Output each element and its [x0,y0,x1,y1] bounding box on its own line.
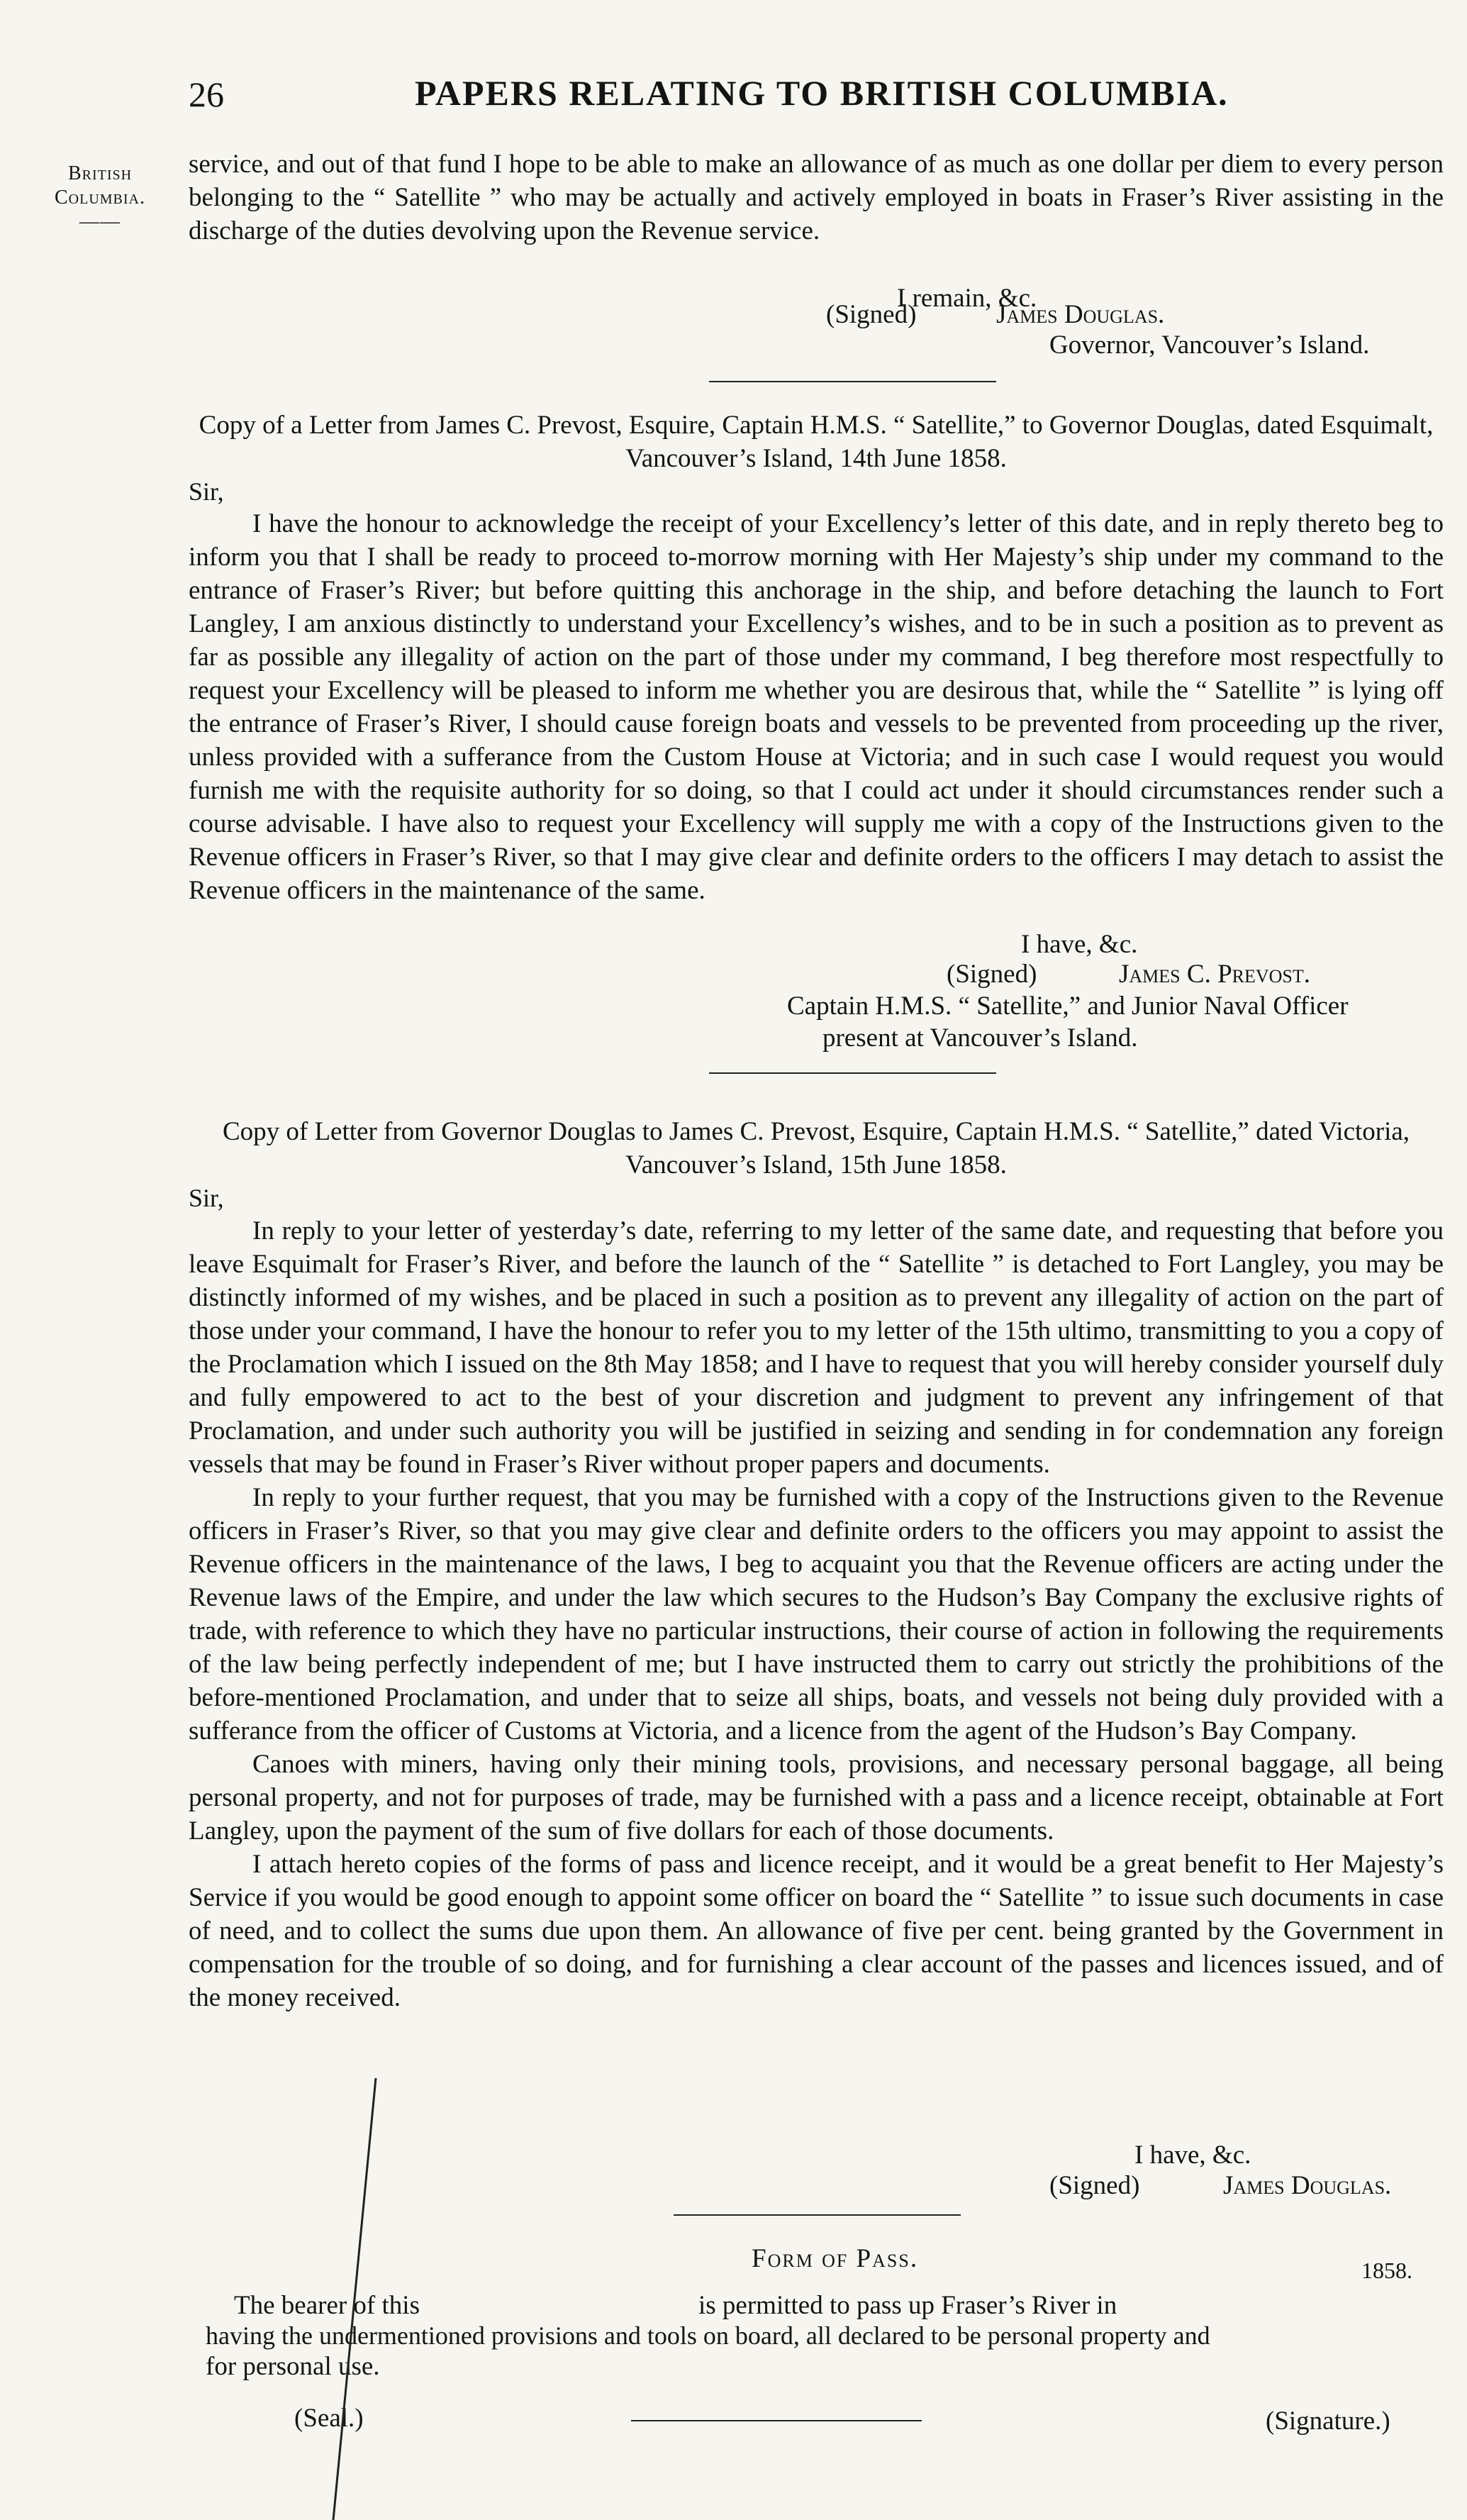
letter1-closing: I remain, &c. [897,284,1037,313]
pen-stroke-mark [326,2078,383,2520]
letter3-signer: James Douglas. [1223,2171,1392,2200]
margin-note [47,162,153,234]
margin-note-line-1: British [67,162,133,184]
letter3-paragraph: In reply to your further request, that you may be furnished with a copy of the Instructions given to the Revenue officers in Fraser’s River, so that you may give clear and definite orders to the officers you may appoint to assist the Revenue officers in the maintenance of the laws, I beg to acquaint you that the Revenue officers are acting under the Revenue laws of the Empire, and under the law which secures to the Hudson’s Bay Company the exclusive rights of trade, with reference to which they have no particular instructions, their course of action in following the requirements of the law being perfectly independent of me; but I have instructed them to carry out strictly the prohibitions of the before-mentioned Proclamation, and under that to seize all ships, boats, and vessels not being duly provided with a sufferance from the officer of Customs at Victoria, and a licence from the agent of the Hudson’s Bay Company. [189,1483,1444,1745]
letter1-signed: (Signed) [826,300,917,329]
page-number: 26 [189,74,224,114]
letter1-paragraph: service, and out of that fund I hope to be able to make an allowance of as much as one dollar per diem to every person belonging to the “ Satellite ” who may be actually and actively employed in boats in Fraser’s River assisting in the discharge of the duties devolving upon the Revenue service. [189,150,1444,245]
letter2-signed: (Signed) [947,960,1037,989]
letter3-closing: I have, &c. [1134,2141,1251,2170]
margin-note-line-2: Columbia. [54,187,145,209]
form-year: 1858. [1361,2258,1412,2283]
form-title: Form of Pass. [752,2244,919,2273]
letter2-salutation: Sir, [189,477,224,506]
seal-label: (Seal.) [294,2404,364,2433]
letter2-heading: Copy of a Letter from James C. Prevost, Esquire, Captain H.M.S. “ Satellite,” to Governor Douglas, dated Esquimalt, Vancouver’s Island, 14th June 1858. [199,411,1434,473]
divider-rule [674,2214,961,2216]
letter2-signer: James C. Prevost. [1119,960,1311,989]
letter3-heading: Copy of Letter from Governor Douglas to James C. Prevost, Esquire, Captain H.M.S. “ Satellite,” dated Victoria, Vancouver’s Island, 15th June 1858. [222,1117,1410,1179]
letter3-paragraph: I attach hereto copies of the forms of pass and licence receipt, and it would be a great benefit to Her Majesty’s Service if you would be good enough to appoint some officer on board the “ Satellite ” to issue such documents in case of need, and to collect the sums due upon them. An allowance of five per cent. being granted by the Government in compensation for the trouble of so doing, and for furnishing a clear account of the passes and licences issued, and of the money received. [189,1850,1444,2012]
divider-rule [709,381,996,382]
letter2-closing: I have, &c. [1021,930,1138,959]
letter3-paragraph: In reply to your letter of yesterday’s date, referring to my letter of the same date, and requesting that before you leave Esquimalt for Fraser’s River, and before the launch of the “ Satellite ” is detached to Fort Langley, you may be distinctly informed of my wishes, and be placed in such a position as to prevent any illegality of action on the part of those under your command, I have the honour to refer you to my letter of the 15th ultimo, transmitting to you a copy of the Proclamation which I issued on the 8th May 1858; and I have to request that you will hereby consider yourself duly and fully empowered to act to the best of your discretion and judgment to prevent any infringement of that Proclamation, and under such authority you will be justified in seizing and sending in for condemnation any foreign vessels that may be found in Fraser’s River without proper papers and documents. [189,1216,1444,1479]
form-line-1a: The bearer of this [234,2291,420,2320]
letter3-signed: (Signed) [1049,2171,1140,2200]
form-line-3: for personal use. [206,2352,380,2381]
signature-line [631,2420,922,2421]
form-line-2: having the undermentioned provisions and tools on board, all declared to be personal property and [206,2321,1210,2350]
running-head: PAPERS RELATING TO BRITISH COLUMBIA. [415,73,1229,113]
margin-note-dash: —— [79,211,121,233]
letter3-salutation: Sir, [189,1184,224,1212]
letter3-paragraph: Canoes with miners, having only their mining tools, provisions, and necessary personal baggage, all being personal property, and not for purposes of trade, may be furnished with a pass and a licence receipt, obtainable at Fort Langley, upon the payment of the sum of five dollars for each of those documents. [189,1750,1444,1845]
divider-rule [709,1072,996,1074]
letter2-paragraph: I have the honour to acknowledge the receipt of your Excellency’s letter of this date, and in reply thereto beg to inform you that I shall be ready to proceed to-morrow morning with Her Majesty’s ship under my command to the entrance of Fraser’s River; but before quitting this anchorage in the ship, and before detaching the launch to Fort Langley, I am anxious distinctly to understand your Excellency’s wishes, and to be in such a position as to prevent as far as possible any illegality of action on the part of those under my command, I beg therefore most respectfully to request your Excellency will be pleased to inform me whether you are desirous that, while the “ Satellite ” is lying off the entrance of Fraser’s River, I should cause foreign boats and vessels to be prevented from proceeding up the river, unless provided with a sufferance from the Custom House at Victoria; and in such case I would request you would furnish me with the requisite authority for so doing, so that I could act under it should circumstances render such a course advisable. I have also to request your Excellency will supply me with a copy of the Instructions given to the Revenue officers in Fraser’s River, so that I may give clear and definite orders to the officers I may detach to assist the Revenue officers in the maintenance of the same. [189,509,1444,905]
letter2-signer-title-2: present at Vancouver’s Island. [822,1023,1138,1053]
letter1-signer-title: Governor, Vancouver’s Island. [1049,331,1370,360]
letter1-signer: James Douglas. [996,300,1165,329]
letter3-body [189,1214,1444,2014]
form-line-1b: is permitted to pass up Fraser’s River in [698,2291,1117,2320]
letter2-signer-title-1: Captain H.M.S. “ Satellite,” and Junior Naval Officer [787,992,1349,1021]
letter1-body [189,148,1444,248]
letter2-body [189,507,1444,907]
signature-label: (Signature.) [1266,2407,1390,2436]
